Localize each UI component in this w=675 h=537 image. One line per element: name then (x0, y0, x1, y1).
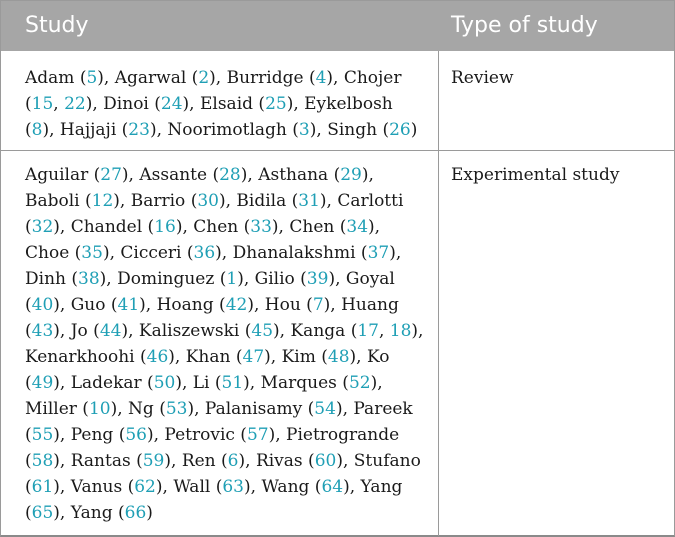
reference-link[interactable]: 48 (327, 347, 350, 367)
study-line: (32), Chandel (16), Chen (33), Chen (34), (25, 217, 381, 237)
reference-link[interactable]: 53 (165, 399, 188, 419)
reference-link[interactable]: 18 (389, 321, 412, 341)
study-line: (55), Peng (56), Petrovic (57), Pietrogrande (25, 425, 400, 445)
reference-link[interactable]: 52 (348, 373, 371, 393)
review-studies-cell (25, 65, 425, 143)
reference-link[interactable]: 66 (124, 503, 147, 523)
study-line: Adam (5), Agarwal (2), Burridge (4), Chojer (25, 68, 402, 88)
study-line: Aguilar (27), Assante (28), Asthana (29), (25, 165, 374, 185)
reference-link[interactable]: 61 (31, 477, 54, 497)
reference-link[interactable]: 37 (367, 243, 390, 263)
reference-link[interactable]: 25 (265, 94, 287, 114)
study-line: Choe (35), Cicceri (36), Dhanalakshmi (37), (25, 243, 402, 263)
study-line: (40), Guo (41), Hoang (42), Hou (7), Huang (25, 295, 399, 315)
reference-link[interactable]: 64 (321, 477, 344, 497)
reference-link[interactable]: 49 (31, 373, 54, 393)
reference-link[interactable]: 35 (81, 243, 103, 263)
reference-link[interactable]: 41 (117, 295, 140, 315)
reference-link[interactable]: 50 (153, 373, 176, 393)
reference-link[interactable]: 58 (31, 451, 54, 471)
table-header-row (1, 1, 674, 51)
reference-link[interactable]: 31 (298, 191, 320, 211)
study-line: Dinh (38), Dominguez (1), Gilio (39), Goyal (25, 269, 395, 289)
reference-link[interactable]: 34 (346, 217, 369, 237)
review-type-cell: Review (451, 68, 514, 88)
reference-link[interactable]: 6 (227, 451, 239, 471)
reference-link[interactable]: 27 (100, 165, 122, 185)
column-divider (438, 51, 439, 536)
reference-link[interactable]: 36 (193, 243, 216, 263)
study-line: (49), Ladekar (50), Li (51), Marques (52), (25, 373, 383, 393)
reference-link[interactable]: 30 (197, 191, 219, 211)
reference-link[interactable]: 29 (340, 165, 362, 185)
reference-link[interactable]: 22 (64, 94, 86, 114)
reference-link[interactable]: 62 (134, 477, 156, 497)
reference-link[interactable]: 3 (298, 120, 310, 140)
study-line: (43), Jo (44), Kaliszewski (45), Kanga (17, 18), (25, 321, 424, 341)
reference-link[interactable]: 4 (315, 68, 327, 88)
reference-link[interactable]: 24 (160, 94, 183, 114)
reference-link[interactable]: 40 (31, 295, 54, 315)
reference-link[interactable]: 47 (242, 347, 265, 367)
reference-link[interactable]: 45 (251, 321, 274, 341)
reference-link[interactable]: 57 (246, 425, 269, 445)
reference-link[interactable]: 7 (312, 295, 324, 315)
reference-link[interactable]: 60 (314, 451, 337, 471)
reference-link[interactable]: 8 (31, 120, 43, 140)
study-line: (15, 22), Dinoi (24), Elsaid (25), Eykelbosh (25, 94, 393, 114)
reference-link[interactable]: 10 (88, 399, 111, 419)
reference-link[interactable]: 17 (357, 321, 379, 341)
study-line: Kenarkhoohi (46), Khan (47), Kim (48), Ko (25, 347, 390, 367)
reference-link[interactable]: 15 (31, 94, 54, 114)
reference-link[interactable]: 5 (86, 68, 98, 88)
reference-link[interactable]: 28 (219, 165, 241, 185)
header-type-of-study: Type of study (451, 13, 598, 38)
header-study: Study (25, 13, 89, 38)
reference-link[interactable]: 1 (226, 269, 238, 289)
reference-link[interactable]: 59 (142, 451, 165, 471)
reference-link[interactable]: 56 (125, 425, 147, 445)
reference-link[interactable]: 39 (306, 269, 329, 289)
reference-link[interactable]: 43 (31, 321, 54, 341)
study-line: (61), Vanus (62), Wall (63), Wang (64), Yang (25, 477, 403, 497)
reference-link[interactable]: 38 (78, 269, 100, 289)
row-divider (1, 150, 674, 151)
study-line: (65), Yang (66) (25, 503, 153, 523)
study-line: Miller (10), Ng (53), Palanisamy (54), Pareek (25, 399, 413, 419)
reference-link[interactable]: 26 (389, 120, 411, 140)
reference-link[interactable]: 42 (225, 295, 248, 315)
experimental-studies-cell (25, 162, 425, 526)
reference-link[interactable]: 63 (222, 477, 244, 497)
study-line: (8), Hajjaji (23), Noorimotlagh (3), Singh (26) (25, 120, 418, 140)
experimental-type-cell: Experimental study (451, 165, 620, 185)
reference-link[interactable]: 2 (198, 68, 210, 88)
reference-link[interactable]: 16 (154, 217, 176, 237)
reference-link[interactable]: 46 (146, 347, 169, 367)
reference-link[interactable]: 23 (128, 120, 150, 140)
reference-link[interactable]: 65 (31, 503, 54, 523)
reference-link[interactable]: 33 (250, 217, 272, 237)
study-line: (58), Rantas (59), Ren (6), Rivas (60), Stufano (25, 451, 421, 471)
reference-link[interactable]: 51 (221, 373, 244, 393)
reference-link[interactable]: 12 (91, 191, 114, 211)
study-line: Baboli (12), Barrio (30), Bidila (31), Carlotti (25, 191, 404, 211)
reference-link[interactable]: 32 (31, 217, 54, 237)
reference-link[interactable]: 54 (314, 399, 336, 419)
reference-link[interactable]: 44 (99, 321, 122, 341)
reference-link[interactable]: 55 (31, 425, 54, 445)
